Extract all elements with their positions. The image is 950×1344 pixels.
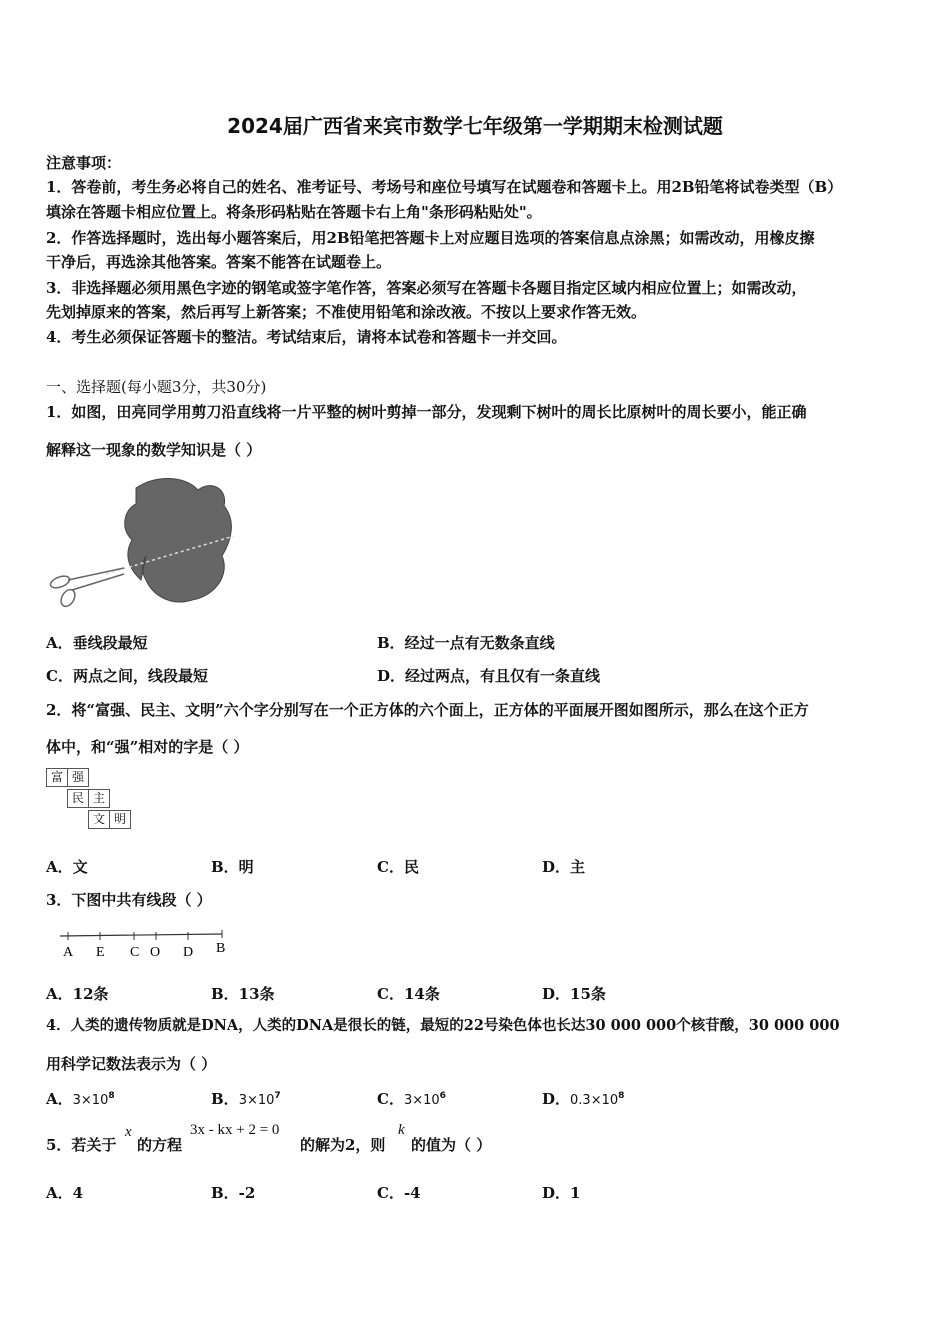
q1-option-a: A．垂线段最短	[46, 634, 148, 652]
q4-option-a: A．$3\times 10^8$	[46, 1090, 115, 1108]
point-label: O	[150, 945, 161, 960]
q4-option-b: B．$3\times 10^7$	[211, 1090, 281, 1108]
q5-stem-part: 5．若关于	[46, 1136, 117, 1154]
cube-net-figure	[46, 768, 136, 832]
point-label: B	[216, 941, 226, 956]
section-heading: 一、选择题(每小题3分，共30分)	[46, 378, 267, 396]
notice-line: 3．非选择题必须用黑色字迹的钢笔或签字笔作答，答案必须写在答题卡各题目指定区域内相应位置上；如需改动，	[46, 279, 807, 297]
notice-line: 4．考生必须保证答题卡的整洁。考试结束后，请将本试卷和答题卡一并交回。	[46, 328, 567, 346]
leaf-shape	[125, 478, 232, 602]
net-cell: 民	[67, 789, 89, 808]
point-label: A	[63, 945, 74, 960]
q2-option-c: C．民	[377, 858, 419, 876]
q5-option-a: A．4	[46, 1184, 84, 1202]
point-label: C	[130, 945, 140, 960]
page-title: 2024届广西省来宾市数学七年级第一学期期末检测试题	[227, 114, 723, 138]
q5-option-d: D．1	[542, 1184, 581, 1202]
q5-stem-part: 的方程	[137, 1136, 183, 1154]
net-cell: 明	[109, 810, 131, 829]
scissors-icon	[49, 568, 124, 609]
q1-option-c: C．两点之间，线段最短	[46, 667, 208, 685]
leaf-scissors-figure	[46, 470, 246, 612]
q3-option-a: A．12条	[46, 985, 109, 1003]
q5-stem-part: 的解为2，则	[300, 1136, 386, 1154]
notice-line: 1．答卷前，考生务必将自己的姓名、准考证号、考场号和座位号填写在试题卷和答题卡上。用2B铅笔将试卷类型（B）	[46, 178, 843, 196]
notice-line: 2．作答选择题时，选出每小题答案后，用2B铅笔把答题卡上对应题目选项的答案信息点涂黑；如需改动，用橡皮擦	[46, 229, 815, 247]
q1-option-b: B．经过一点有无数条直线	[377, 634, 555, 652]
q3-stem: 3．下图中共有线段（ ）	[46, 891, 212, 909]
q4-stem: 用科学记数法表示为（ ）	[46, 1055, 217, 1073]
notice-line: 先划掉原来的答案，然后再写上新答案；不准使用铅笔和涂改液。不按以上要求作答无效。	[46, 303, 647, 321]
point-label: E	[96, 945, 105, 960]
q2-stem: 体中，和“强”相对的字是（ ）	[46, 738, 249, 756]
q4-option-d: D．$0.3\times 10^8$	[542, 1090, 625, 1108]
q3-option-b: B．13条	[211, 985, 275, 1003]
segment-figure	[56, 930, 236, 966]
q3-option-d: D．15条	[542, 985, 606, 1003]
net-cell: 强	[67, 768, 89, 787]
base-line	[60, 934, 222, 936]
q4-option-c: C．$3\times 10^6$	[377, 1090, 446, 1108]
q5-variable-x: x	[125, 1124, 132, 1140]
q5-option-c: C．-4	[377, 1184, 421, 1202]
q2-option-a: A．文	[46, 858, 88, 876]
q5-equation: 3x - kx + 2 = 0	[190, 1122, 280, 1138]
q5-option-b: B．-2	[211, 1184, 256, 1202]
notice-line: 干净后，再选涂其他答案。答案不能答在试题卷上。	[46, 253, 392, 271]
q4-stem: 4．人类的遗传物质就是DNA，人类的DNA是很长的链，最短的22号染色体也长达30 000 000个核苷酸，30 000 000	[46, 1017, 840, 1034]
q1-stem: 1．如图，田亮同学用剪刀沿直线将一片平整的树叶剪掉一部分，发现剩下树叶的周长比原树叶的周长要小，能正确	[46, 403, 807, 421]
q1-stem: 解释这一现象的数学知识是（ ）	[46, 441, 262, 459]
q5-stem-part: 的值为（ ）	[411, 1136, 492, 1154]
q2-option-d: D．主	[542, 858, 586, 876]
net-cell: 文	[88, 810, 110, 829]
q2-stem: 2．将“富强、民主、文明”六个字分别写在一个正方体的六个面上，正方体的平面展开图如图所示，那么在这个正方	[46, 701, 809, 719]
q5-variable-k: k	[398, 1122, 405, 1138]
q1-option-d: D．经过两点，有且仅有一条直线	[377, 667, 601, 685]
notice-heading: 注意事项：	[46, 154, 122, 172]
q3-option-c: C．14条	[377, 985, 440, 1003]
net-cell: 富	[46, 768, 68, 787]
net-cell: 主	[88, 789, 110, 808]
q2-option-b: B．明	[211, 858, 254, 876]
point-label: D	[183, 945, 194, 960]
notice-line: 填涂在答题卡相应位置上。将条形码粘贴在答题卡右上角"条形码粘贴处"。	[46, 203, 542, 221]
